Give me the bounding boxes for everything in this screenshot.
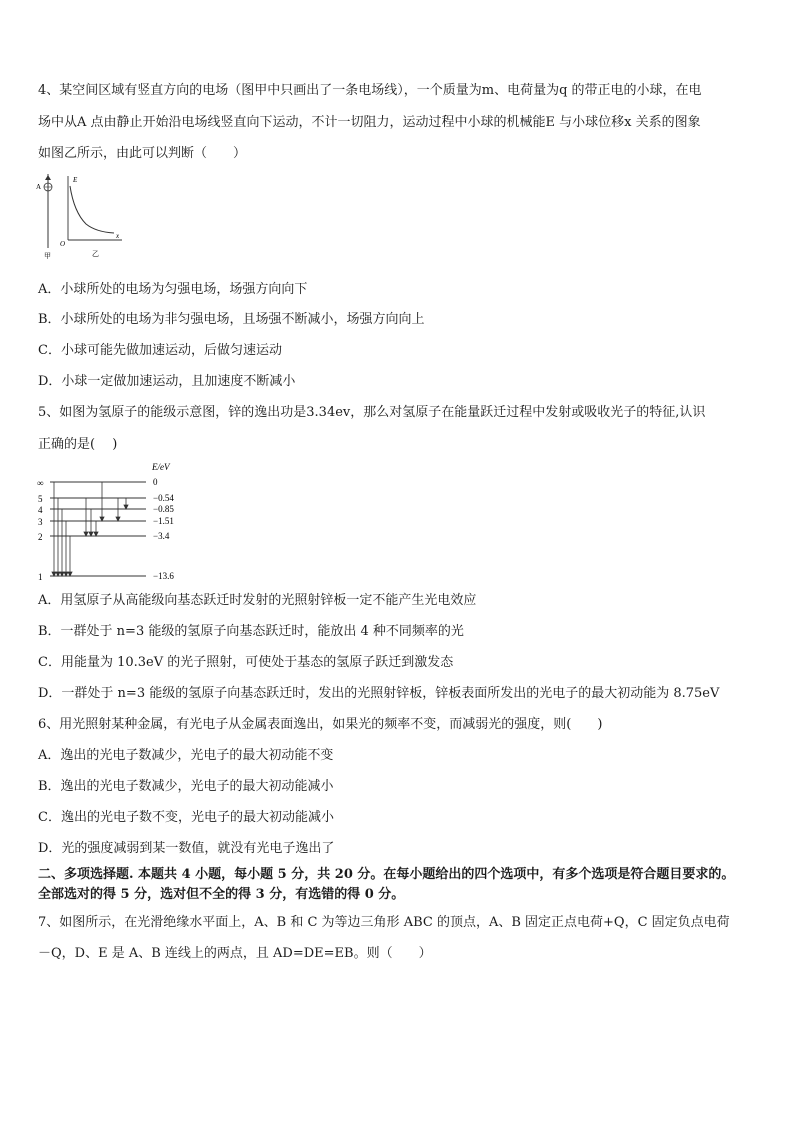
q4-option-a: A．小球所处的电场为匀强电场，场强方向向下 xyxy=(38,282,308,297)
q5-stem-line-2: 正确的是( ) xyxy=(38,437,118,452)
q4-fig-label-yi: 乙 xyxy=(92,250,99,258)
level-e-3: −1.51 xyxy=(153,516,174,526)
level-n-2: 2 xyxy=(38,532,43,542)
level-e-4: −0.85 xyxy=(153,504,174,514)
q4-option-d: D．小球一定做加速运动，且加速度不断减小 xyxy=(38,374,296,389)
q5-option-d: D．一群处于 n=3 能级的氢原子向基态跃迁时，发出的光照射锌板，锌板表面所发出的光电子的最大初动能为 8.75eV xyxy=(38,686,720,701)
q4-fig-label-e: E xyxy=(73,176,78,184)
level-n-5: 5 xyxy=(38,494,43,504)
level-n-4: 4 xyxy=(38,505,43,515)
level-n-1: 1 xyxy=(38,572,43,582)
q4-option-b: B．小球所处的电场为非匀强电场，且场强不断减小，场强方向向上 xyxy=(38,312,425,327)
level-e-2: −3.4 xyxy=(153,531,170,541)
q6-option-b: B．逸出的光电子数减少，光电子的最大初动能减小 xyxy=(38,779,334,794)
q4-stem-line-3: 如图乙所示，由此可以判断（ ） xyxy=(38,146,247,161)
q6-option-c: C．逸出的光电子数不变，光电子的最大初动能减小 xyxy=(38,810,334,825)
level-e-5: −0.54 xyxy=(153,493,174,503)
level-e-1: −13.6 xyxy=(153,571,174,581)
q4-option-c: C．小球可能先做加速运动，后做匀速运动 xyxy=(38,343,282,358)
q6-option-a: A．逸出的光电子数减少，光电子的最大初动能不变 xyxy=(38,748,334,763)
q5-energy-level-diagram xyxy=(34,458,194,586)
section2-heading-line-1: 二、多项选择题. 本题共 4 小题，每小题 5 分，共 20 分。在每小题给出的四个选项中，有多个选项是符合题目要求的。 xyxy=(38,867,735,882)
q6-option-d: D．光的强度减弱到某一数值，就没有光电子逸出了 xyxy=(38,841,335,856)
q4-fig-label-jia: 甲 xyxy=(44,252,51,260)
q7-stem-line-1: 7、如图所示，在光滑绝缘水平面上，A、B 和 C 为等边三角形 ABC 的顶点，A、B 固定正点电荷+Q，C 固定负点电荷 xyxy=(38,915,730,930)
q4-stem-line-1: 4、某空间区域有竖直方向的电场（图甲中只画出了一条电场线），一个质量为m、电荷量为q 的带正电的小球，在电 xyxy=(38,83,702,98)
q5-option-a: A．用氢原子从高能级向基态跃迁时发射的光照射锌板一定不能产生光电效应 xyxy=(38,593,477,608)
q4-fig-label-x: x xyxy=(116,232,120,240)
level-n-3: 3 xyxy=(38,517,43,527)
level-e-inf: 0 xyxy=(153,477,158,487)
q5-option-b: B．一群处于 n=3 能级的氢原子向基态跃迁时，能放出 4 种不同频率的光 xyxy=(38,624,464,639)
q6-stem: 6、用光照射某种金属，有光电子从金属表面逸出，如果光的频率不变，而减弱光的强度，则( ) xyxy=(38,717,603,732)
q7-stem-line-2: －Q，D、E 是 A、B 连线上的两点，且 AD=DE=EB。则（ ） xyxy=(38,946,432,961)
q4-fig-label-a: A xyxy=(36,183,42,191)
q5-option-c: C．用能量为 10.3eV 的光子照射，可使处于基态的氢原子跃迁到激发态 xyxy=(38,655,454,670)
q5-stem-line-1: 5、如图为氢原子的能级示意图，锌的逸出功是3.34ev，那么对氢原子在能量跃迁过程中发射或吸收光子的特征,认识 xyxy=(38,405,706,420)
q4-figure xyxy=(34,172,134,264)
section2-heading-line-2: 全部选对的得 5 分，选对但不全的得 3 分，有选错的得 0 分。 xyxy=(38,887,405,902)
energy-unit-label: E/eV xyxy=(152,462,170,472)
q4-stem-line-2: 场中从A 点由静止开始沿电场线竖直向下运动，不计一切阻力，运动过程中小球的机械能E 与小球位移x 关系的图象 xyxy=(38,115,701,130)
level-n-inf: ∞ xyxy=(37,478,44,488)
q4-fig-label-o: O xyxy=(60,240,66,248)
